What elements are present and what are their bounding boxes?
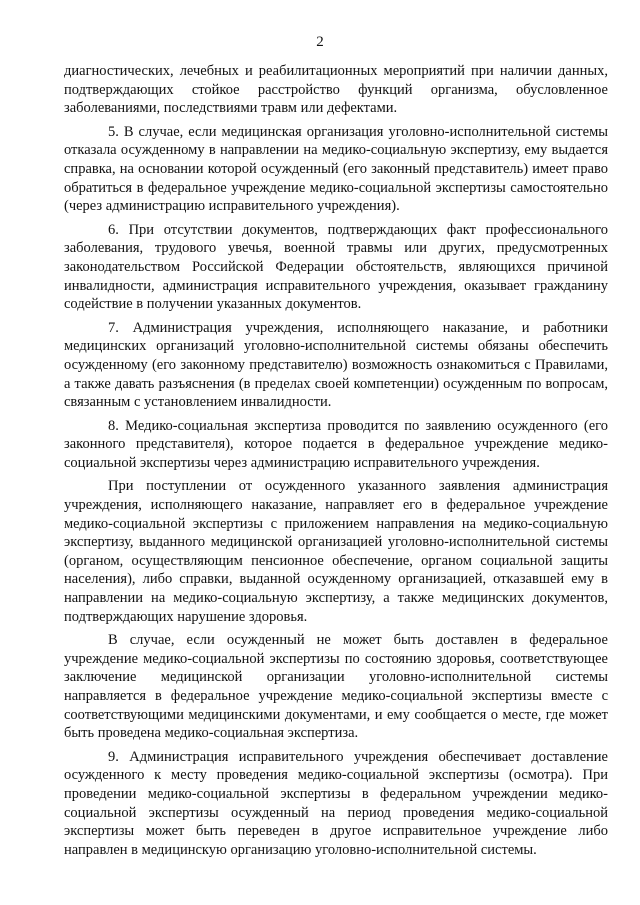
paragraph-item-6: 6. При отсутствии документов, подтверждающих факт профессионального заболевания, трудового увечья, военной травмы или других, предусмотренных законодательством Российской Федерации обстоятельств, являющихся причиной инвалидности, администрация исправительного учреждения, оказывает гражданину содействие в получении указанных документов. xyxy=(64,221,608,313)
page-number: 2 xyxy=(316,34,324,50)
paragraph-item-8-no-delivery: В случае, если осужденный не может быть доставлен в федеральное учреждение медико-социальной экспертизы по состоянию здоровья, соответствующее заключение медицинской организации уголовно-исполнительной системы направляется в федеральное учреждение медико-социальной экспертизы вместе с соответствующими медицинскими документами, и ему сообщается о месте, где может быть проведена медико-социальная экспертиза. xyxy=(64,632,608,742)
paragraph-item-5: 5. В случае, если медицинская организация уголовно-исполнительной системы отказала осужденному в направлении на медико-социальную экспертизу, ему выдается справка, на основании которой осужденный (его законный представитель) имеет право обратиться в федеральное учреждение медико-социальной экспертизы самостоятельно (через администрацию исправительного учреждения). xyxy=(64,123,608,215)
paragraph-item-9: 9. Администрация исправительного учреждения обеспечивает доставление осужденного к месту проведения медико-социальной экспертизы (осмотра). При проведении медико-социальной экспертизы в федеральном учреждении медико-социальной экспертизы осужденный на период проведения медико-социальной экспертизы может быть переведен в другое исправительное учреждение либо направлен в медицинскую организацию уголовно-исполнительной системы. xyxy=(64,748,608,858)
paragraph-item-8: 8. Медико-социальная экспертиза проводится по заявлению осужденного (его законного представителя), которое подается в федеральное учреждение медико-социальной экспертизы через администрацию исправительного учреждения. xyxy=(64,417,608,471)
paragraph-item-8-submission: При поступлении от осужденного указанного заявления администрация учреждения, исполняющего наказание, направляет его в федеральное учреждение медико-социальной экспертизы с приложением направления на медико-социальную экспертизу, выданного медицинской организацией уголовно-исполнительной системы (органом, осуществляющим пенсионное обеспечение, органом социальной защиты населения), либо справки, выданной осужденному организацией, отказавшей ему в направлении на медико-социальную экспертизу, а также медицинских документов, подтверждающих нарушение здоровья. xyxy=(64,478,608,625)
document-body xyxy=(64,62,608,864)
paragraph-item-7: 7. Администрация учреждения, исполняющего наказание, и работники медицинских организаций уголовно-исполнительной системы обязаны обеспечить осужденному (его законному представителю) возможность ознакомиться с Правилами, а также давать разъяснения (в пределах своей компетенции) осужденным по вопросам, связанным с установлением инвалидности. xyxy=(64,319,608,411)
paragraph-continuation: диагностических, лечебных и реабилитационных мероприятий при наличии данных, подтверждающих стойкое расстройство функций организма, обусловленное заболеваниями, последствиями травм или дефектами. xyxy=(64,63,608,117)
